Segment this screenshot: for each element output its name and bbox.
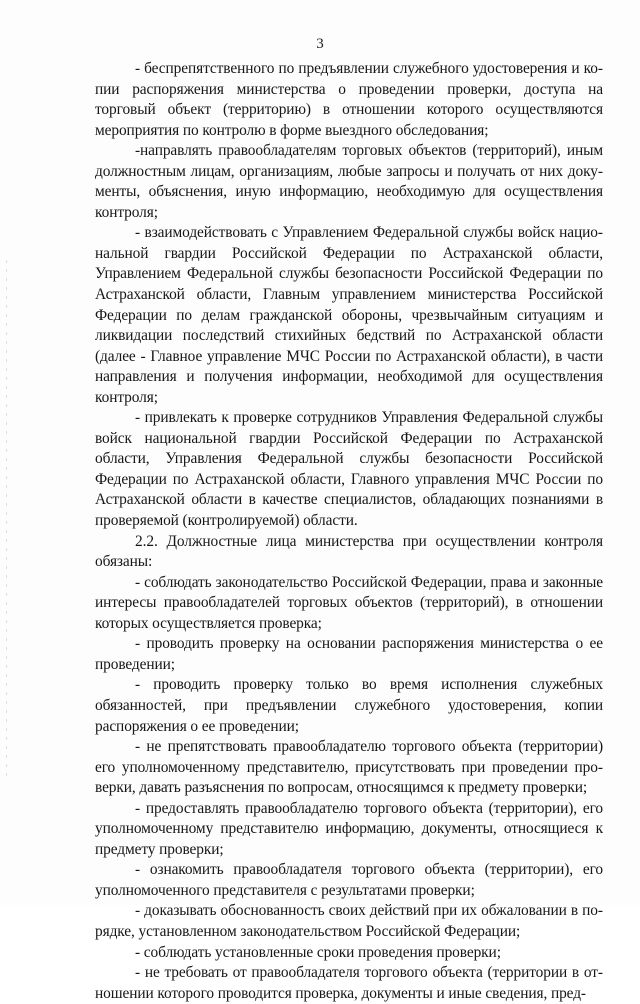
paragraph-involve-specialists: - привлекать к проверке сотрудников Управления Федеральной службы войск национальной гвардии Российской Федерации по Астраханской области, Управления Федеральной службы безопасности Российской Федерации по Астраханской области, Главного управления МЧС России по Астраханской области в качестве специалистов, обладающих познаниями в проверяемой (контролируемой) области.: [95, 409, 603, 530]
scan-edge-artifact: [6, 260, 7, 780]
paragraph-observe-deadlines: - соблюдать установленные сроки проведения проверки;: [135, 943, 501, 961]
paragraph-inspection-duty-time: - проводить проверку только во время исполнения служебных обязанностей, при предъявлении служебного удостоверения, копии распоряжения о ее проведении;: [95, 676, 603, 735]
paragraph-not-obstruct: - не препятствовать правообладателю торгового объекта (территории) его уполномоченному представителю, присутствовать при проведении проверки, давать разъяснения по вопросам, относящимся к предмету проверки;: [95, 738, 603, 797]
paragraph-acquaint-results: - ознакомить правообладателя торгового объекта (территории), его уполномоченного представителя с результатами проверки;: [95, 861, 603, 899]
paragraph-section-2-2: 2.2. Должностные лица министерства при осуществлении контроля обязаны:: [95, 532, 603, 571]
paragraph-provide-information: - предоставлять правообладателю торгового объекта (территории), его уполномоченному представителю информацию, документы, относящиеся к предмету проверки;: [95, 799, 603, 858]
paragraph-send-requests: -направлять правообладателям торговых объектов (территорий), иным должностным лицам, организациям, любые запросы и получать от них документы, объяснения, иную информацию, необходимую для осуществления контроля;: [95, 142, 603, 221]
paragraph-observe-law: - соблюдать законодательство Российской Федерации, права и законные интересы правообладателей торговых объектов (территорий), в отношении которых осуществляется проверка;: [95, 573, 603, 632]
document-body: [95, 59, 603, 1004]
page-number: 3: [316, 36, 324, 52]
paragraph-not-require-documents: - не требовать от правообладателя торгового объекта (территории в отношении которого проводится проверка, документы и иные сведения, пред-: [95, 964, 603, 1002]
paragraph-access-right: - беспрепятственного по предъявлении служебного удостоверения и копии распоряжения министерства о проведении проверки, доступа на торговый объект (территорию) в отношении которого осуществляются мероприятия по контролю в форме выездного обследования;: [95, 60, 603, 139]
paragraph-prove-validity: - доказывать обоснованность своих действий при их обжаловании в порядке, установленном законодательством Российской Федерации;: [95, 902, 603, 940]
paragraph-interact-agencies: - взаимодействовать с Управлением Федеральной службы войск национальной гвардии Российской Федерации по Астраханской области, Управлением Федеральной службы безопасности Российской Федерации по Астраханской области, Главным управлением министерства Российской Федерации по делам гражданской обороны, чрезвычайным ситуациям и ликвидации последствий стихийных бедствий по Астраханской области (далее - Главное управление МЧС России по Астраханской области), в части направления и получения информации, необходимой для осуществления контроля;: [95, 224, 603, 406]
paragraph-inspection-basis: - проводить проверку на основании распоряжения министерства о ее проведении;: [95, 635, 603, 673]
